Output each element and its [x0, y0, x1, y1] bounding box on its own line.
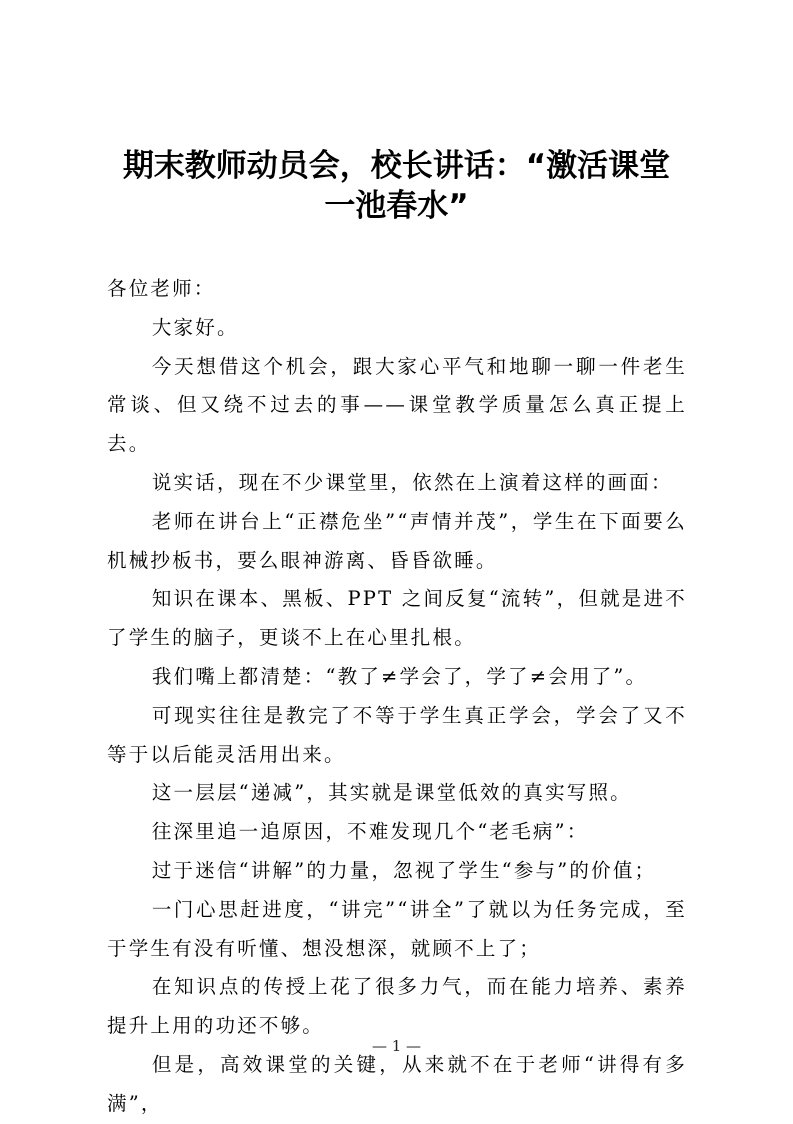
paragraph: 今天想借这个机会，跟大家心平气和地聊一聊一件老生常谈、但又绕不过去的事——课堂教学质量怎么真正提上去。: [107, 354, 687, 456]
paragraph: 这一层层“递减”，其实就是课堂低效的真实写照。: [151, 781, 632, 805]
paragraph: 过于迷信“讲解”的力量，忽视了学生“参与”的价值；: [151, 858, 657, 882]
paragraph: 可现实往往是教完了不等于学生真正学会，学会了又不等于以后能灵活用出来。: [107, 703, 687, 766]
paragraph: 知识在课本、黑板、PPT 之间反复“流转”，但就是进不了学生的脑子，更谈不上在心里扎根。: [107, 587, 687, 650]
paragraph: 我们嘴上都清楚：“教了≠学会了，学了≠会用了”。: [151, 664, 648, 688]
document-title: [100, 146, 693, 226]
paragraph: 在知识点的传授上花了很多力气，而在能力培养、素养提升上用的功还不够。: [107, 975, 687, 1038]
paragraph: 往深里追一追原因，不难发现几个“老毛病”：: [151, 820, 589, 844]
paragraph: 大家好。: [151, 315, 239, 339]
title-line-2: 一池春水”: [324, 188, 469, 224]
page-number: — 1 —: [371, 1037, 422, 1055]
paragraph: 老师在讲台上“正襟危坐”“声情并茂”，学生在下面要么机械抄板书，要么眼神游离、昏昏欲睡。: [107, 509, 687, 572]
document-body: [107, 270, 687, 1124]
paragraph: 说实话，现在不少课堂里，依然在上演着这样的画面：: [151, 470, 673, 494]
salutation: 各位老师：: [107, 277, 216, 300]
paragraph: 但是，高效课堂的关键，从来就不在于老师“讲得有多满”，: [107, 1052, 687, 1115]
title-line-1: 期末教师动员会，校长讲话：“激活课堂: [122, 148, 671, 184]
paragraph: 一门心思赶进度，“讲完”“讲全”了就以为任务完成，至于学生有没有听懂、想没想深，就顾不上了；: [107, 897, 687, 960]
